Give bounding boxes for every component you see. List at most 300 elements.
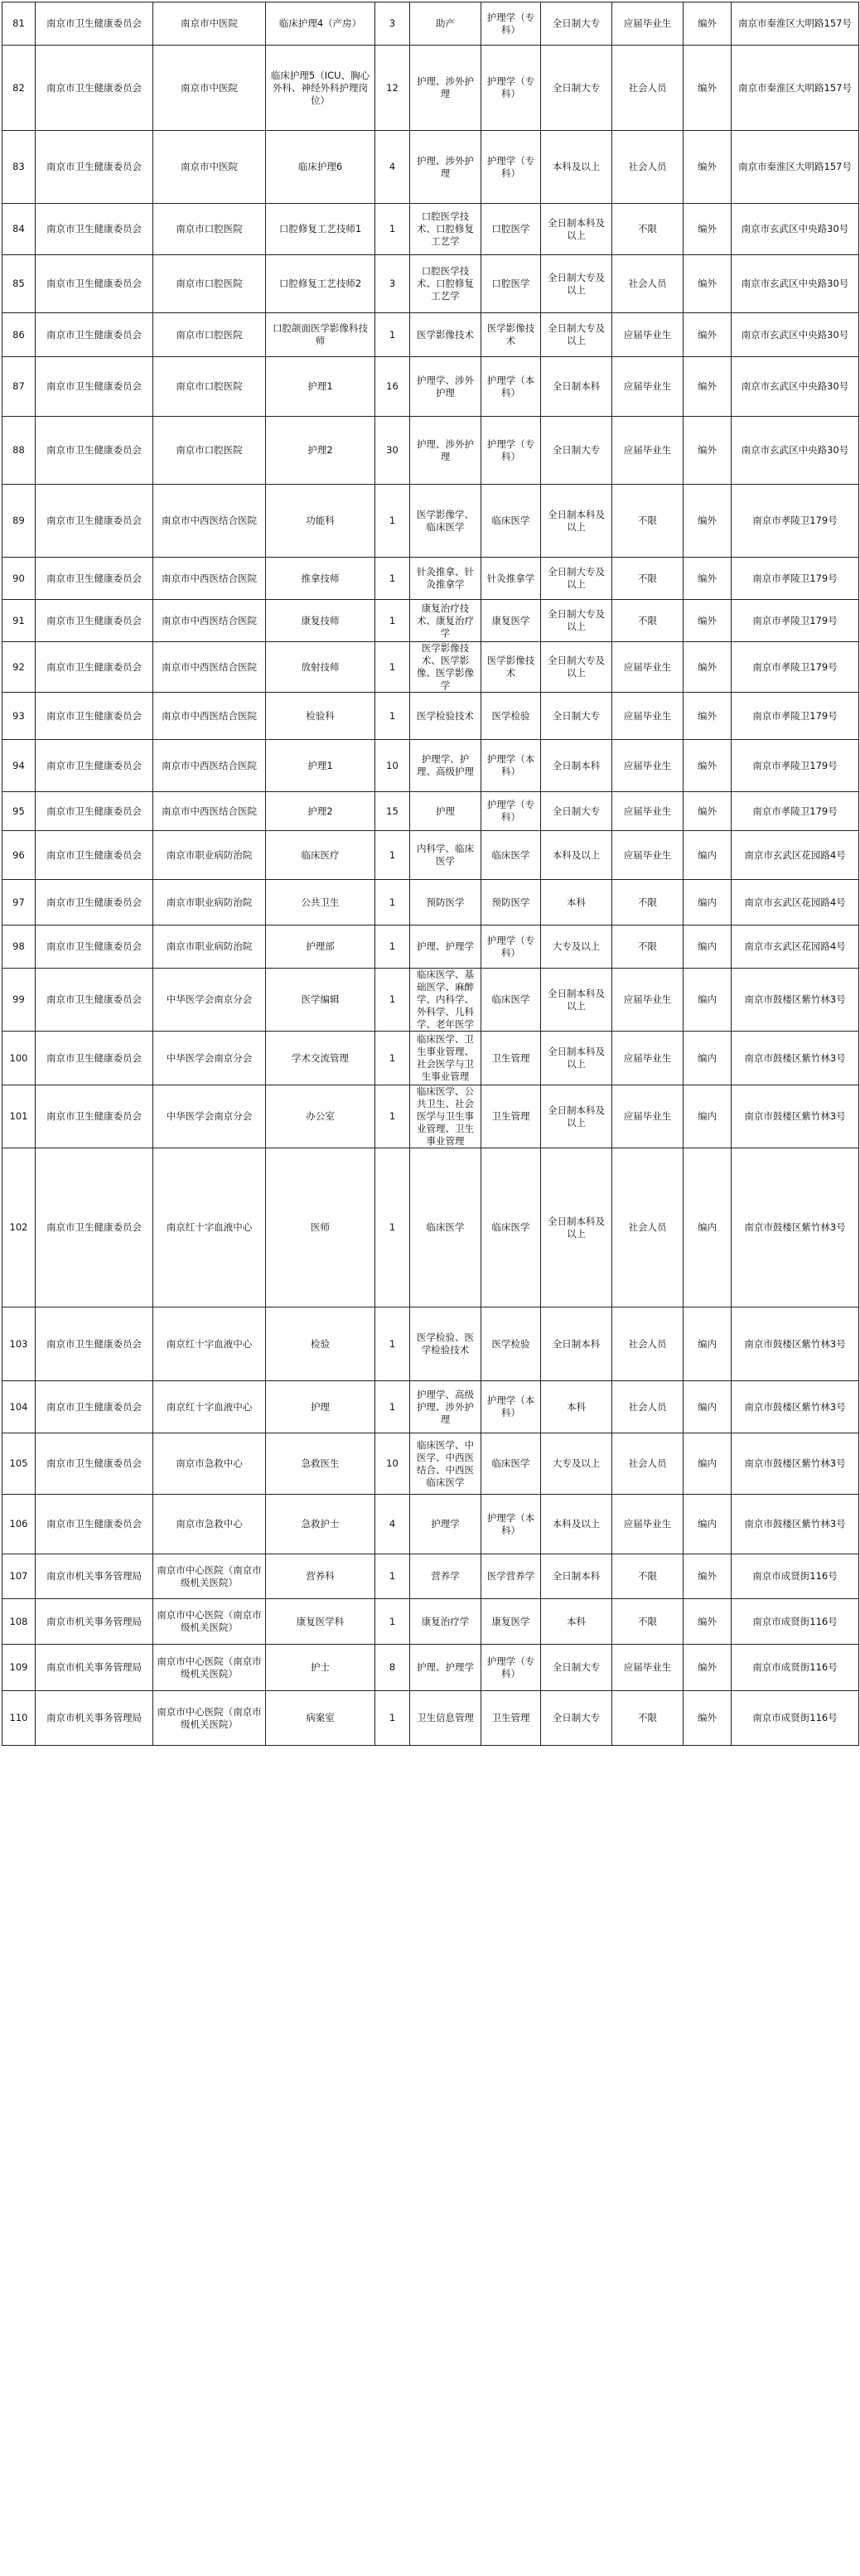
address-cell: 南京市鼓楼区紫竹林3号	[732, 1148, 859, 1307]
address-cell: 南京市玄武区中央路30号	[732, 204, 859, 255]
unit-cell: 南京市中医院	[153, 131, 266, 204]
address-cell: 南京市孝陵卫179号	[732, 693, 859, 740]
no-cell: 87	[2, 357, 36, 417]
dept-cell: 南京市卫生健康委员会	[36, 740, 153, 792]
dept-cell: 南京市卫生健康委员会	[36, 600, 153, 642]
no-cell: 110	[2, 1691, 36, 1746]
dept-cell: 南京市卫生健康委员会	[36, 204, 153, 255]
target-cell: 应届毕业生	[612, 357, 684, 417]
major-undergrad-cell: 医学检验技术	[410, 693, 481, 740]
address-cell: 南京市秦淮区大明路157号	[732, 46, 859, 131]
target-cell: 不限	[612, 1599, 684, 1645]
education-cell: 本科及以上	[541, 831, 612, 880]
staffing-cell: 编外	[684, 1599, 732, 1645]
staffing-cell: 编内	[684, 969, 732, 1032]
count-cell: 1	[375, 693, 410, 740]
target-cell: 应届毕业生	[612, 1645, 684, 1691]
unit-cell: 南京市中西医结合医院	[153, 792, 266, 831]
dept-cell: 南京市卫生健康委员会	[36, 642, 153, 693]
target-cell: 应届毕业生	[612, 642, 684, 693]
major-undergrad-cell: 护理、涉外护理	[410, 131, 481, 204]
dept-cell: 南京市卫生健康委员会	[36, 693, 153, 740]
education-cell: 大专及以上	[541, 926, 612, 969]
address-cell: 南京市鼓楼区紫竹林3号	[732, 969, 859, 1032]
table-row	[2, 1691, 859, 1746]
address-cell: 南京市秦淮区大明路157号	[732, 131, 859, 204]
target-cell: 不限	[612, 485, 684, 558]
major-college-cell: 护理学（专科）	[481, 1645, 541, 1691]
dept-cell: 南京市卫生健康委员会	[36, 417, 153, 485]
count-cell: 30	[375, 417, 410, 485]
table-row	[2, 831, 859, 880]
table-row	[2, 1645, 859, 1691]
major-undergrad-cell: 医学检验、医学检验技术	[410, 1307, 481, 1381]
target-cell: 不限	[612, 1691, 684, 1746]
major-college-cell: 卫生管理	[481, 1032, 541, 1085]
education-cell: 本科	[541, 1599, 612, 1645]
dept-cell: 南京市卫生健康委员会	[36, 926, 153, 969]
major-college-cell: 临床医学	[481, 485, 541, 558]
major-undergrad-cell: 护理	[410, 792, 481, 831]
dept-cell: 南京市卫生健康委员会	[36, 969, 153, 1032]
unit-cell: 南京市中心医院（南京市级机关医院）	[153, 1599, 266, 1645]
unit-cell: 南京市口腔医院	[153, 313, 266, 357]
count-cell: 1	[375, 313, 410, 357]
unit-cell: 南京市急救中心	[153, 1495, 266, 1554]
table-body	[2, 2, 859, 1746]
no-cell: 94	[2, 740, 36, 792]
unit-cell: 南京市中西医结合医院	[153, 485, 266, 558]
unit-cell: 南京市中医院	[153, 46, 266, 131]
staffing-cell: 编外	[684, 1645, 732, 1691]
dept-cell: 南京市机关事务管理局	[36, 1691, 153, 1746]
major-undergrad-cell: 临床医学、卫生事业管理、社会医学与卫生事业管理	[410, 1032, 481, 1085]
table-row	[2, 485, 859, 558]
major-college-cell: 针灸推拿学	[481, 558, 541, 600]
education-cell: 全日制本科	[541, 1554, 612, 1599]
education-cell: 全日制大专	[541, 417, 612, 485]
education-cell: 全日制本科	[541, 1307, 612, 1381]
table-row	[2, 1085, 859, 1148]
post-cell: 医师	[266, 1148, 375, 1307]
no-cell: 100	[2, 1032, 36, 1085]
no-cell: 102	[2, 1148, 36, 1307]
major-college-cell: 护理学（专科）	[481, 46, 541, 131]
major-college-cell: 护理学（本科）	[481, 1495, 541, 1554]
address-cell: 南京市孝陵卫179号	[732, 642, 859, 693]
count-cell: 3	[375, 2, 410, 46]
count-cell: 15	[375, 792, 410, 831]
count-cell: 1	[375, 600, 410, 642]
unit-cell: 南京市中心医院（南京市级机关医院）	[153, 1691, 266, 1746]
education-cell: 全日制大专及以上	[541, 558, 612, 600]
dept-cell: 南京市卫生健康委员会	[36, 1433, 153, 1495]
count-cell: 1	[375, 1307, 410, 1381]
address-cell: 南京市成贤街116号	[732, 1554, 859, 1599]
count-cell: 1	[375, 969, 410, 1032]
count-cell: 1	[375, 1554, 410, 1599]
post-cell: 检验	[266, 1307, 375, 1381]
post-cell: 口腔修复工艺技师2	[266, 255, 375, 313]
no-cell: 81	[2, 2, 36, 46]
count-cell: 1	[375, 642, 410, 693]
post-cell: 放射技师	[266, 642, 375, 693]
no-cell: 95	[2, 792, 36, 831]
staffing-cell: 编外	[684, 1554, 732, 1599]
post-cell: 护理2	[266, 792, 375, 831]
major-undergrad-cell: 内科学、临床医学	[410, 831, 481, 880]
unit-cell: 南京市口腔医院	[153, 357, 266, 417]
address-cell: 南京市玄武区中央路30号	[732, 357, 859, 417]
major-college-cell: 护理学（本科）	[481, 740, 541, 792]
education-cell: 大专及以上	[541, 1433, 612, 1495]
no-cell: 84	[2, 204, 36, 255]
major-undergrad-cell: 预防医学	[410, 880, 481, 926]
target-cell: 应届毕业生	[612, 1495, 684, 1554]
count-cell: 1	[375, 880, 410, 926]
table-row	[2, 880, 859, 926]
major-undergrad-cell: 护理学、涉外护理	[410, 357, 481, 417]
unit-cell: 南京市中西医结合医院	[153, 642, 266, 693]
no-cell: 101	[2, 1085, 36, 1148]
post-cell: 护理1	[266, 357, 375, 417]
count-cell: 1	[375, 1381, 410, 1433]
target-cell: 不限	[612, 926, 684, 969]
address-cell: 南京市玄武区中央路30号	[732, 255, 859, 313]
education-cell: 全日制大专	[541, 46, 612, 131]
dept-cell: 南京市卫生健康委员会	[36, 357, 153, 417]
target-cell: 社会人员	[612, 1381, 684, 1433]
target-cell: 应届毕业生	[612, 831, 684, 880]
target-cell: 不限	[612, 204, 684, 255]
address-cell: 南京市玄武区花园路4号	[732, 926, 859, 969]
staffing-cell: 编外	[684, 693, 732, 740]
target-cell: 应届毕业生	[612, 792, 684, 831]
education-cell: 全日制本科及以上	[541, 1085, 612, 1148]
dept-cell: 南京市卫生健康委员会	[36, 255, 153, 313]
major-college-cell: 临床医学	[481, 1433, 541, 1495]
major-college-cell: 医学检验	[481, 1307, 541, 1381]
address-cell: 南京市成贤街116号	[732, 1645, 859, 1691]
staffing-cell: 编外	[684, 46, 732, 131]
post-cell: 医学编辑	[266, 969, 375, 1032]
address-cell: 南京市孝陵卫179号	[732, 792, 859, 831]
post-cell: 检验科	[266, 693, 375, 740]
target-cell: 不限	[612, 558, 684, 600]
unit-cell: 南京红十字血液中心	[153, 1381, 266, 1433]
major-college-cell: 临床医学	[481, 969, 541, 1032]
major-college-cell: 临床医学	[481, 1148, 541, 1307]
staffing-cell: 编外	[684, 642, 732, 693]
dept-cell: 南京市卫生健康委员会	[36, 792, 153, 831]
unit-cell: 南京市职业病防治院	[153, 926, 266, 969]
education-cell: 全日制本科及以上	[541, 1032, 612, 1085]
staffing-cell: 编外	[684, 1691, 732, 1746]
major-undergrad-cell: 卫生信息管理	[410, 1691, 481, 1746]
count-cell: 10	[375, 740, 410, 792]
staffing-cell: 编外	[684, 792, 732, 831]
dept-cell: 南京市卫生健康委员会	[36, 558, 153, 600]
post-cell: 临床护理5（ICU、胸心外科、神经外科护理岗位）	[266, 46, 375, 131]
education-cell: 全日制大专	[541, 693, 612, 740]
major-undergrad-cell: 营养学	[410, 1554, 481, 1599]
table-row	[2, 1433, 859, 1495]
staffing-cell: 编内	[684, 1433, 732, 1495]
dept-cell: 南京市卫生健康委员会	[36, 2, 153, 46]
address-cell: 南京市鼓楼区紫竹林3号	[732, 1433, 859, 1495]
table-row	[2, 926, 859, 969]
no-cell: 97	[2, 880, 36, 926]
major-college-cell: 口腔医学	[481, 204, 541, 255]
unit-cell: 南京市急救中心	[153, 1433, 266, 1495]
target-cell: 应届毕业生	[612, 693, 684, 740]
count-cell: 1	[375, 558, 410, 600]
unit-cell: 南京市中心医院（南京市级机关医院）	[153, 1645, 266, 1691]
address-cell: 南京市玄武区中央路30号	[732, 417, 859, 485]
staffing-cell: 编内	[684, 1307, 732, 1381]
target-cell: 应届毕业生	[612, 417, 684, 485]
major-undergrad-cell: 医学影像技术、医学影像、医学影像学	[410, 642, 481, 693]
education-cell: 全日制大专及以上	[541, 600, 612, 642]
post-cell: 病案室	[266, 1691, 375, 1746]
staffing-cell: 编内	[684, 1495, 732, 1554]
post-cell: 康复医学科	[266, 1599, 375, 1645]
count-cell: 1	[375, 1148, 410, 1307]
major-undergrad-cell: 护理学、高级护理、涉外护理	[410, 1381, 481, 1433]
count-cell: 1	[375, 1032, 410, 1085]
target-cell: 应届毕业生	[612, 313, 684, 357]
staffing-cell: 编内	[684, 926, 732, 969]
dept-cell: 南京市卫生健康委员会	[36, 1307, 153, 1381]
target-cell: 不限	[612, 1554, 684, 1599]
table-row	[2, 313, 859, 357]
staffing-cell: 编外	[684, 313, 732, 357]
count-cell: 4	[375, 131, 410, 204]
post-cell: 急救医生	[266, 1433, 375, 1495]
major-college-cell: 预防医学	[481, 880, 541, 926]
target-cell: 社会人员	[612, 131, 684, 204]
staffing-cell: 编外	[684, 485, 732, 558]
education-cell: 全日制大专	[541, 792, 612, 831]
education-cell: 全日制本科及以上	[541, 969, 612, 1032]
staffing-cell: 编外	[684, 417, 732, 485]
target-cell: 应届毕业生	[612, 740, 684, 792]
major-undergrad-cell: 康复治疗学	[410, 1599, 481, 1645]
address-cell: 南京市玄武区花园路4号	[732, 880, 859, 926]
count-cell: 1	[375, 485, 410, 558]
no-cell: 105	[2, 1433, 36, 1495]
education-cell: 全日制大专及以上	[541, 255, 612, 313]
major-college-cell: 口腔医学	[481, 255, 541, 313]
dept-cell: 南京市卫生健康委员会	[36, 1381, 153, 1433]
education-cell: 全日制本科及以上	[541, 485, 612, 558]
major-undergrad-cell: 临床医学	[410, 1148, 481, 1307]
major-undergrad-cell: 助产	[410, 2, 481, 46]
major-undergrad-cell: 护理学、护理、高级护理	[410, 740, 481, 792]
major-college-cell: 护理学（本科）	[481, 357, 541, 417]
address-cell: 南京市鼓楼区紫竹林3号	[732, 1032, 859, 1085]
table-row	[2, 131, 859, 204]
target-cell: 应届毕业生	[612, 1032, 684, 1085]
target-cell: 社会人员	[612, 1148, 684, 1307]
unit-cell: 南京市职业病防治院	[153, 880, 266, 926]
post-cell: 护士	[266, 1645, 375, 1691]
dept-cell: 南京市卫生健康委员会	[36, 46, 153, 131]
no-cell: 106	[2, 1495, 36, 1554]
no-cell: 83	[2, 131, 36, 204]
target-cell: 应届毕业生	[612, 2, 684, 46]
table-row	[2, 1495, 859, 1554]
staffing-cell: 编外	[684, 2, 732, 46]
count-cell: 10	[375, 1433, 410, 1495]
target-cell: 社会人员	[612, 1433, 684, 1495]
staffing-cell: 编外	[684, 740, 732, 792]
post-cell: 护理	[266, 1381, 375, 1433]
table-row	[2, 642, 859, 693]
address-cell: 南京市成贤街116号	[732, 1599, 859, 1645]
target-cell: 应届毕业生	[612, 1085, 684, 1148]
major-undergrad-cell: 医学影像学、临床医学	[410, 485, 481, 558]
no-cell: 85	[2, 255, 36, 313]
count-cell: 4	[375, 1495, 410, 1554]
post-cell: 康复技师	[266, 600, 375, 642]
no-cell: 96	[2, 831, 36, 880]
staffing-cell: 编内	[684, 1032, 732, 1085]
no-cell: 99	[2, 969, 36, 1032]
unit-cell: 南京市职业病防治院	[153, 831, 266, 880]
address-cell: 南京市孝陵卫179号	[732, 558, 859, 600]
education-cell: 全日制大专	[541, 1645, 612, 1691]
dept-cell: 南京市卫生健康委员会	[36, 485, 153, 558]
unit-cell: 南京市口腔医院	[153, 204, 266, 255]
major-college-cell: 卫生管理	[481, 1691, 541, 1746]
education-cell: 全日制本科及以上	[541, 204, 612, 255]
major-undergrad-cell: 临床医学、公共卫生、社会医学与卫生事业管理、卫生事业管理	[410, 1085, 481, 1148]
major-undergrad-cell: 医学影像技术	[410, 313, 481, 357]
education-cell: 本科及以上	[541, 131, 612, 204]
major-undergrad-cell: 临床医学、基础医学、麻醉学、内科学、外科学、儿科学、老年医学	[410, 969, 481, 1032]
no-cell: 109	[2, 1645, 36, 1691]
staffing-cell: 编外	[684, 131, 732, 204]
target-cell: 不限	[612, 880, 684, 926]
major-college-cell: 康复医学	[481, 600, 541, 642]
dept-cell: 南京市卫生健康委员会	[36, 131, 153, 204]
staffing-cell: 编外	[684, 558, 732, 600]
unit-cell: 南京市口腔医院	[153, 255, 266, 313]
dept-cell: 南京市卫生健康委员会	[36, 1148, 153, 1307]
education-cell: 全日制大专及以上	[541, 313, 612, 357]
staffing-cell: 编内	[684, 1148, 732, 1307]
target-cell: 社会人员	[612, 1307, 684, 1381]
table-row	[2, 2, 859, 46]
education-cell: 全日制本科	[541, 740, 612, 792]
education-cell: 全日制大专	[541, 2, 612, 46]
table-row	[2, 1554, 859, 1599]
table-row	[2, 600, 859, 642]
dept-cell: 南京市卫生健康委员会	[36, 880, 153, 926]
major-undergrad-cell: 护理学	[410, 1495, 481, 1554]
staffing-cell: 编外	[684, 357, 732, 417]
post-cell: 办公室	[266, 1085, 375, 1148]
unit-cell: 南京市中西医结合医院	[153, 558, 266, 600]
dept-cell: 南京市机关事务管理局	[36, 1554, 153, 1599]
address-cell: 南京市玄武区花园路4号	[732, 831, 859, 880]
count-cell: 1	[375, 204, 410, 255]
no-cell: 104	[2, 1381, 36, 1433]
table-row	[2, 969, 859, 1032]
post-cell: 护理2	[266, 417, 375, 485]
dept-cell: 南京市卫生健康委员会	[36, 313, 153, 357]
table-row	[2, 417, 859, 485]
education-cell: 全日制大专	[541, 1691, 612, 1746]
address-cell: 南京市鼓楼区紫竹林3号	[732, 1381, 859, 1433]
post-cell: 营养科	[266, 1554, 375, 1599]
major-undergrad-cell: 康复治疗技术、康复治疗学	[410, 600, 481, 642]
education-cell: 全日制本科及以上	[541, 1148, 612, 1307]
education-cell: 全日制大专及以上	[541, 642, 612, 693]
post-cell: 急救护士	[266, 1495, 375, 1554]
count-cell: 1	[375, 926, 410, 969]
address-cell: 南京市鼓楼区紫竹林3号	[732, 1307, 859, 1381]
no-cell: 107	[2, 1554, 36, 1599]
staffing-cell: 编内	[684, 1381, 732, 1433]
major-undergrad-cell: 护理、涉外护理	[410, 417, 481, 485]
major-undergrad-cell: 护理、护理学	[410, 1645, 481, 1691]
count-cell: 1	[375, 831, 410, 880]
major-college-cell: 护理学（专科）	[481, 131, 541, 204]
target-cell: 社会人员	[612, 46, 684, 131]
major-undergrad-cell: 临床医学、中医学、中西医结合、中西医临床医学	[410, 1433, 481, 1495]
no-cell: 90	[2, 558, 36, 600]
table-row	[2, 792, 859, 831]
major-undergrad-cell: 护理、涉外护理	[410, 46, 481, 131]
no-cell: 82	[2, 46, 36, 131]
staffing-cell: 编内	[684, 1085, 732, 1148]
dept-cell: 南京市卫生健康委员会	[36, 1495, 153, 1554]
dept-cell: 南京市卫生健康委员会	[36, 1032, 153, 1085]
education-cell: 本科及以上	[541, 1495, 612, 1554]
post-cell: 功能科	[266, 485, 375, 558]
table-row	[2, 1381, 859, 1433]
post-cell: 推拿技师	[266, 558, 375, 600]
post-cell: 学术交流管理	[266, 1032, 375, 1085]
post-cell: 临床医疗	[266, 831, 375, 880]
major-undergrad-cell: 护理、护理学	[410, 926, 481, 969]
table-row	[2, 740, 859, 792]
count-cell: 1	[375, 1691, 410, 1746]
post-cell: 口腔颌面医学影像科技师	[266, 313, 375, 357]
unit-cell: 南京市中西医结合医院	[153, 600, 266, 642]
count-cell: 1	[375, 1085, 410, 1148]
staffing-cell: 编外	[684, 204, 732, 255]
major-college-cell: 护理学（专科）	[481, 417, 541, 485]
address-cell: 南京市鼓楼区紫竹林3号	[732, 1085, 859, 1148]
address-cell: 南京市孝陵卫179号	[732, 740, 859, 792]
table-row	[2, 1032, 859, 1085]
target-cell: 应届毕业生	[612, 969, 684, 1032]
table-row	[2, 1307, 859, 1381]
education-cell: 本科	[541, 880, 612, 926]
address-cell: 南京市孝陵卫179号	[732, 485, 859, 558]
no-cell: 98	[2, 926, 36, 969]
post-cell: 临床护理6	[266, 131, 375, 204]
post-cell: 公共卫生	[266, 880, 375, 926]
unit-cell: 南京红十字血液中心	[153, 1148, 266, 1307]
major-college-cell: 医学检验	[481, 693, 541, 740]
major-college-cell: 临床医学	[481, 831, 541, 880]
recruitment-table	[2, 2, 859, 1746]
count-cell: 12	[375, 46, 410, 131]
